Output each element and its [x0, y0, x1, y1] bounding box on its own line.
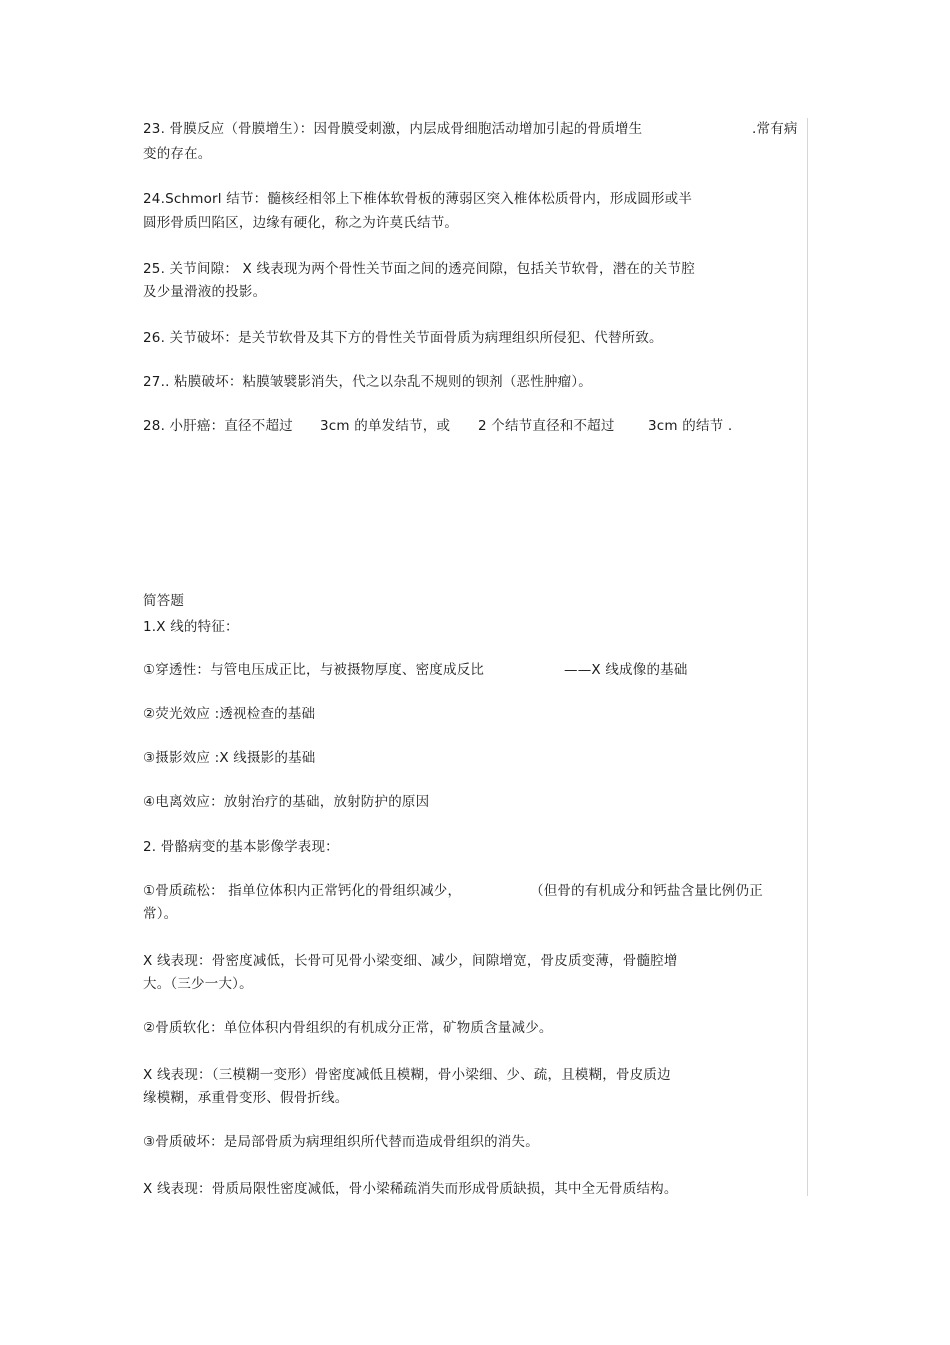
osteoporosis-line2: 常）。 — [143, 906, 178, 922]
destruction-line1: ③骨质破坏：是局部骨质为病理组织所代替而造成骨组织的消失。 — [143, 1134, 539, 1150]
definition-28-part1: 28. 小肝癌：直径不超过 — [143, 418, 293, 434]
osteomalacia-line1: ②骨质软化：单位体积内骨组织的有机成分正常，矿物质含量减少。 — [143, 1020, 553, 1036]
q1-item-fluorescence: ②荧光效应 :透视检查的基础 — [143, 706, 316, 722]
osteomalacia-xray-line2: 缘模糊，承重骨变形、假骨折线。 — [143, 1090, 349, 1106]
definition-24-line2: 圆形骨质凹陷区，边缘有硬化，称之为许莫氏结节。 — [143, 215, 459, 231]
definition-25-line1: 25. 关节间隙： X 线表现为两个骨性关节面之间的透亮间隙，包括关节软骨，潜在的关节腔 — [143, 261, 695, 277]
question-1-title: 1.X 线的特征： — [143, 619, 239, 635]
definition-26: 26. 关节破坏：是关节软骨及其下方的骨性关节面骨质为病理组织所侵犯、代替所致。 — [143, 330, 663, 346]
question-2-title: 2. 骨骼病变的基本影像学表现： — [143, 839, 339, 855]
definition-23-tail: .常有病 — [752, 121, 798, 137]
section-heading: 简答题 — [143, 593, 185, 609]
q1-item-ionization: ④电离效应：放射治疗的基础，放射防护的原因 — [143, 794, 430, 810]
definition-23-text: 23. 骨膜反应（骨膜增生）：因骨膜受刺激，内层成骨细胞活动增加引起的骨质增生 — [143, 121, 643, 137]
definition-28-part2: 3cm 的单发结节，或 — [320, 418, 451, 434]
q1-item-penetration: ①穿透性：与管电压成正比，与被摄物厚度、密度成反比 — [143, 662, 485, 678]
definition-24-line1: 24.Schmorl 结节：髓核经相邻上下椎体软骨板的薄弱区突入椎体松质骨内，形成圆形或半 — [143, 191, 693, 207]
osteoporosis-xray-line1: X 线表现：骨密度减低，长骨可见骨小梁变细、减少，间隙增宽，骨皮质变薄，骨髓腔增 — [143, 953, 678, 969]
definition-28-part4: 3cm 的结节 . — [648, 418, 733, 434]
osteomalacia-xray-line1: X 线表现：（三模糊一变形）骨密度减低且模糊，骨小梁细、少、疏，且模糊，骨皮质边 — [143, 1067, 671, 1083]
osteoporosis-line1-tail: （但骨的有机成分和钙盐含量比例仍正 — [530, 883, 763, 899]
definition-27: 27.. 粘膜破坏：粘膜皱襞影消失，代之以杂乱不规则的钡剂（恶性肿瘤）。 — [143, 374, 593, 390]
osteoporosis-line1: ①骨质疏松： 指单位体积内正常钙化的骨组织减少， — [143, 883, 462, 899]
q1-item-penetration-tail: ——X 线成像的基础 — [564, 662, 688, 678]
definition-25-line2: 及少量滑液的投影。 — [143, 284, 267, 300]
destruction-xray-line1: X 线表现：骨质局限性密度减低，骨小梁稀疏消失而形成骨质缺损，其中全无骨质结构。 — [143, 1181, 678, 1197]
page-frame-border — [807, 118, 808, 1196]
definition-23-line1 — [143, 118, 642, 140]
q1-item-photographic: ③摄影效应 :X 线摄影的基础 — [143, 750, 316, 766]
definition-28-part3: 2 个结节直径和不超过 — [478, 418, 615, 434]
definition-23-line2: 变的存在。 — [143, 146, 212, 162]
osteoporosis-xray-line2: 大。（三少一大）。 — [143, 976, 253, 992]
